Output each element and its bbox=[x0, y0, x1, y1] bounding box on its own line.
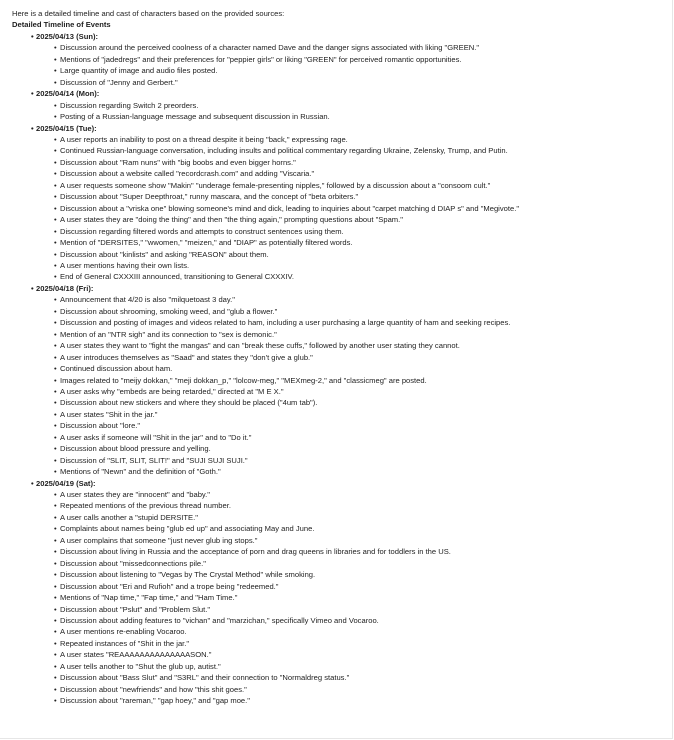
timeline-list bbox=[12, 31, 666, 707]
timeline-day bbox=[12, 283, 666, 294]
day-date-label: 2025/04/14 (Mon): bbox=[36, 89, 100, 99]
event-item: • A user calls another a "stupid DERSITE." bbox=[12, 512, 666, 523]
event-item: • Discussion about blood pressure and yelling. bbox=[12, 443, 666, 454]
event-item: • Images related to "meijy dokkan," "meji dokkan_p," "lolcow-meg," "MEXmeg-2," and "classicmeg" are posted. bbox=[12, 375, 666, 386]
day-date-label: 2025/04/19 (Sat): bbox=[36, 478, 96, 488]
timeline-day bbox=[12, 88, 666, 99]
event-item: • Discussion about "kinlists" and asking "REASON" about them. bbox=[12, 249, 666, 260]
event-item: • A user tells another to "Shut the glub up, autist." bbox=[12, 661, 666, 672]
event-item: • Discussion about new stickers and where they should be placed ("4um tab"). bbox=[12, 397, 666, 408]
event-item: • A user requests someone show "Makin" "underage female-presenting nipples," followed by a discussion about a "consoom cult." bbox=[12, 180, 666, 191]
event-item: • Mention of an "NTR sigh" and its connection to "sex is demonic." bbox=[12, 329, 666, 340]
timeline-day bbox=[12, 478, 666, 489]
day-date-label: 2025/04/13 (Sun): bbox=[36, 31, 99, 41]
timeline-day bbox=[12, 123, 666, 134]
event-item: • Announcement that 4/20 is also "milquetoast 3 day." bbox=[12, 294, 666, 305]
event-item: • A user complains that someone "just never glub ing stops." bbox=[12, 535, 666, 546]
event-item: • Discussion about "Ram nuns" with "big boobs and even bigger horns." bbox=[12, 157, 666, 168]
event-item: • A user asks if someone will "Shit in the jar" and to "Do it." bbox=[12, 432, 666, 443]
event-item: • Discussion about "Eri and Rufioh" and a trope being "redeemed." bbox=[12, 581, 666, 592]
event-item: • End of General CXXXIII announced, transitioning to General CXXXIV. bbox=[12, 271, 666, 282]
event-item: • Discussion regarding Switch 2 preorders. bbox=[12, 100, 666, 111]
event-item: • Repeated mentions of the previous thread number. bbox=[12, 500, 666, 511]
event-item: • Large quantity of image and audio files posted. bbox=[12, 65, 666, 76]
event-item: • A user states "Shit in the jar." bbox=[12, 409, 666, 420]
event-item: • Discussion regarding filtered words and attempts to construct sentences using them. bbox=[12, 226, 666, 237]
event-item: • Continued Russian-language conversation, including insults and political commentary regarding Ukraine, Zelensky, Trump, and Putin. bbox=[12, 145, 666, 156]
event-item: • A user reports an inability to post on a thread despite it being "back," expressing rage. bbox=[12, 134, 666, 145]
event-item: • Discussion of "Jenny and Gerbert." bbox=[12, 77, 666, 88]
event-item: • Discussion of "SLIT, SLIT, SLIT!" and "SUJI SUJI SUJI." bbox=[12, 455, 666, 466]
day-event-list bbox=[12, 42, 666, 88]
timeline-heading: Detailed Timeline of Events bbox=[12, 20, 111, 30]
event-item: • A user asks why "embeds are being retarded," directed at "M E X." bbox=[12, 386, 666, 397]
event-item: • Discussion around the perceived coolness of a character named Dave and the danger signs associated with liking "GREEN." bbox=[12, 42, 666, 53]
event-item: • Discussion and posting of images and videos related to ham, including a user purchasing a large quantity of ham and seeking recipes. bbox=[12, 317, 666, 328]
day-event-list bbox=[12, 100, 666, 123]
day-date-label: 2025/04/18 (Fri): bbox=[36, 283, 94, 293]
event-item: • Discussion about "missedconnections pile." bbox=[12, 558, 666, 569]
event-item: • Discussion about "newfriends" and how "this shit goes." bbox=[12, 684, 666, 695]
intro-text: Here is a detailed timeline and cast of characters based on the provided sources: bbox=[12, 9, 285, 18]
event-item: • Mentions of "jadedregs" and their preferences for "peppier girls" or liking "GREEN" for perceived romantic opportunities. bbox=[12, 54, 666, 65]
day-event-list bbox=[12, 134, 666, 283]
event-item: • A user states they are "doing the thing" and then "the thing again," prompting questions about "Spam." bbox=[12, 214, 666, 225]
event-item: • Discussion about a website called "recordcrash.com" and adding "Viscaria." bbox=[12, 168, 666, 179]
event-item: • Complaints about names being "glub ed up" and associating May and June. bbox=[12, 523, 666, 534]
event-item: • A user states "REAAAAAAAAAAAAAASON." bbox=[12, 649, 666, 660]
day-event-list bbox=[12, 489, 666, 707]
event-item: • Discussion about a "vriska one" blowing someone's mind and dick, leading to inquiries about "carpet matching d DIAP s" and "Megivote." bbox=[12, 203, 666, 214]
event-item: • Discussion about "rareman," "gap hoey," and "gap moe." bbox=[12, 695, 666, 706]
day-event-list bbox=[12, 294, 666, 477]
event-item: • Discussion about living in Russia and the acceptance of porn and drag queens in libraries and for toddlers in the US. bbox=[12, 546, 666, 557]
event-item: • A user introduces themselves as "Saad" and states they "don't give a glub." bbox=[12, 352, 666, 363]
event-item: • Continued discussion about ham. bbox=[12, 363, 666, 374]
timeline-day bbox=[12, 31, 666, 42]
event-item: • Mentions of "Newn" and the definition of "Goth." bbox=[12, 466, 666, 477]
event-item: • A user states they want to "fight the mangas" and can "break these cuffs," followed by another user stating they cannot. bbox=[12, 340, 666, 351]
event-item: • A user states they are "innocent" and "baby." bbox=[12, 489, 666, 500]
event-item: • Discussion about shrooming, smoking weed, and "glub a flower." bbox=[12, 306, 666, 317]
day-date-label: 2025/04/15 (Tue): bbox=[36, 123, 97, 133]
event-item: • Discussion about "Bass Slut" and "S3RL" and their connection to "Normaldreg status." bbox=[12, 672, 666, 683]
event-item: • Mentions of "Nap time," "Fap time," and "Ham Time." bbox=[12, 592, 666, 603]
event-item: • Discussion about "Super Deepthroat," runny mascara, and the concept of "beta orbiters." bbox=[12, 191, 666, 202]
event-item: • Repeated instances of "Shit in the jar." bbox=[12, 638, 666, 649]
event-item: • Discussion about adding features to "vichan" and "marzichan," specifically Vimeo and Vocaroo. bbox=[12, 615, 666, 626]
event-item: • A user mentions having their own lists. bbox=[12, 260, 666, 271]
event-item: • A user mentions re-enabling Vocaroo. bbox=[12, 626, 666, 637]
event-item: • Discussion about "Pslut" and "Problem Slut." bbox=[12, 604, 666, 615]
event-item: • Discussion about "lore." bbox=[12, 420, 666, 431]
event-item: • Discussion about listening to "Vegas by The Crystal Method" while smoking. bbox=[12, 569, 666, 580]
document-body bbox=[12, 8, 666, 707]
event-item: • Mention of "DERSITES," "wwomen," "meizen," and "DIAP" as potentially filtered words. bbox=[12, 237, 666, 248]
event-item: • Posting of a Russian-language message and subsequent discussion in Russian. bbox=[12, 111, 666, 122]
